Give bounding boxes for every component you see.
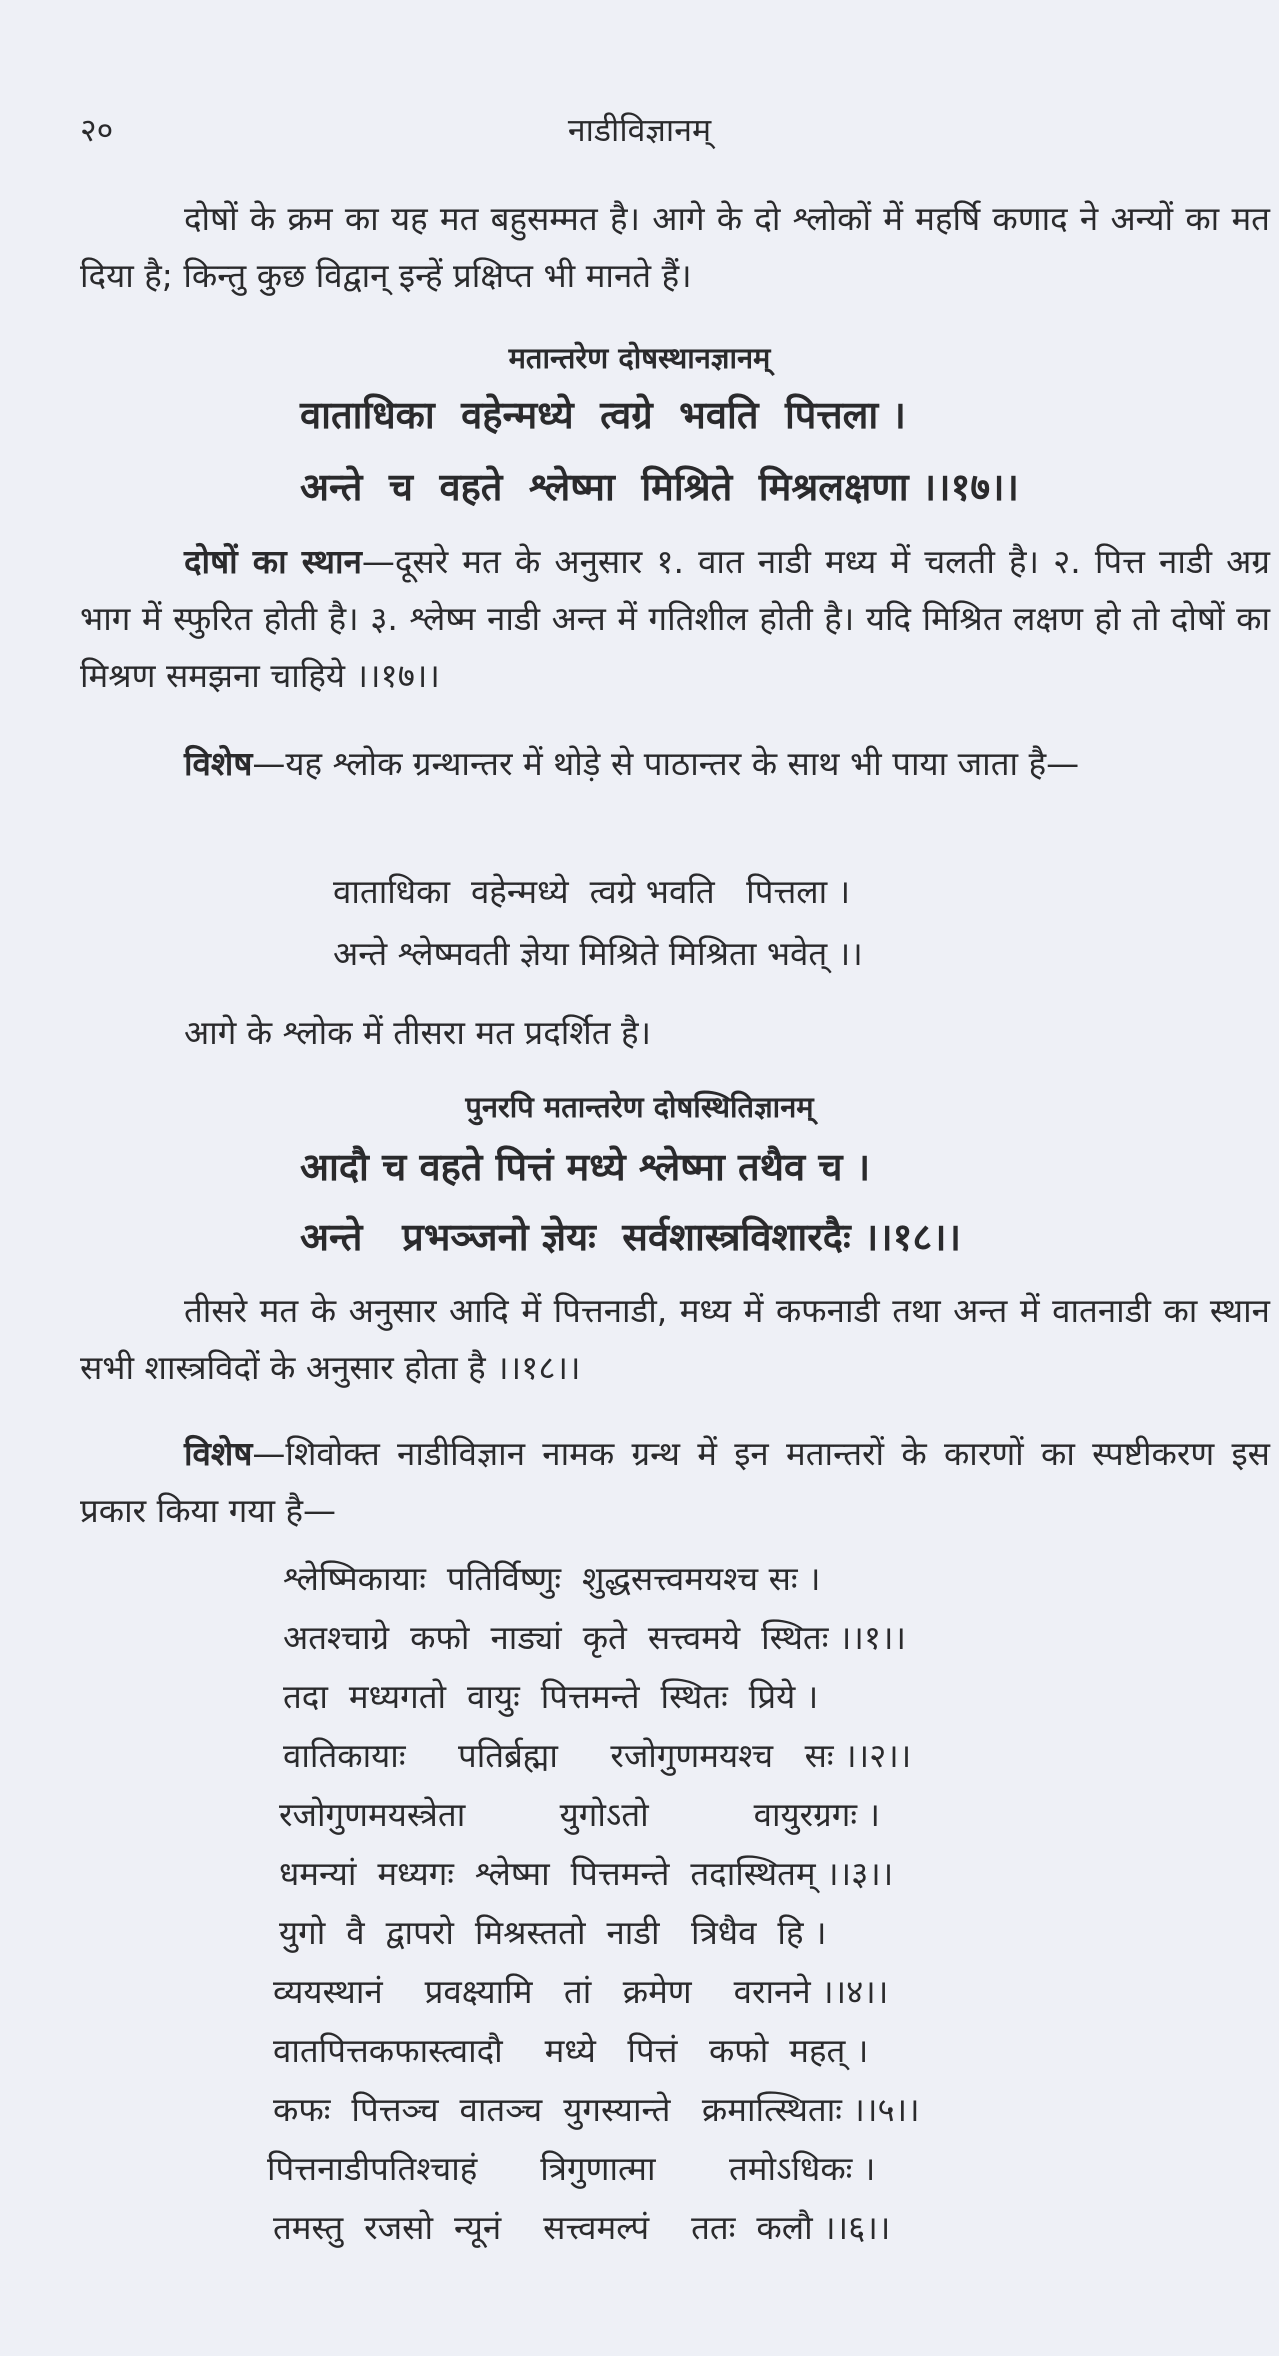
verse-18-line-1: आदौ च वहते पित्तं मध्ये श्लेष्मा तथैव च । — [300, 1145, 871, 1189]
verse-17-line-1: वाताधिका वहेन्मध्ये त्वग्रे भवति पित्तला । — [300, 393, 906, 437]
third-opinion-paragraph: तीसरे मत के अनुसार आदि में पित्तनाडी, मध्य में कफनाडी तथा अन्त में वातनाडी का स्थान सभी शास्त्रविदों के अनुसार होता है ।।१८।। — [80, 1291, 1270, 1387]
shiva-verse-line: व्ययस्थानं प्रवक्ष्यामि तां क्रमेण वरानने ।।४।। — [273, 1972, 889, 2011]
running-title: नाडीविज्ञानम् — [567, 111, 712, 149]
section-heading-2: पुनरपि मतान्तरेण दोषस्थितिज्ञानम् — [465, 1090, 814, 1124]
shiva-verse-line: रजोगुणमयस्त्रेता युगोऽतो वायुरग्रगः । — [279, 1795, 880, 1834]
shiva-verse-line: धमन्यां मध्यगः श्लेष्मा पित्तमन्ते तदास्थितम् ।।३।। — [279, 1854, 894, 1893]
bold-term: विशेष — [184, 744, 253, 783]
verse-17-line-2: अन्ते च वहते श्लेष्मा मिश्रिते मिश्रलक्षणा ।।१७।। — [300, 465, 1019, 509]
shiva-verse-line: तमस्तु रजसो न्यूनं सत्त्वमल्पं ततः कलौ ।।६।। — [273, 2208, 891, 2247]
shiva-verse-line: अतश्चाग्रे कफो नाड्यां कृते सत्त्वमये स्थितः ।।१।। — [283, 1618, 907, 1657]
third-opinion-intro: आगे के श्लोक में तीसरा मत प्रदर्शित है। — [184, 1013, 652, 1052]
shiva-verse-line: पित्तनाडीपतिश्चाहं त्रिगुणात्मा तमोऽधिकः । — [267, 2149, 876, 2188]
shiva-verse-line: श्लेष्मिकायाः पतिर्विष्णुः शुद्धसत्त्वमयश्च सः । — [283, 1559, 821, 1598]
shiva-verse-line: युगो वै द्वापरो मिश्रस्ततो नाडी त्रिधैव हि । — [279, 1913, 827, 1952]
page-number: २० — [80, 111, 114, 149]
paragraph-text: —दूसरे मत के अनुसार १. वात नाडी मध्य में चलती है। २. पित्त नाडी अग्र भाग में स्फुरित होती है। ३. श्लेष्म नाडी अन्त में गतिशील होती है। यदि मिश्रित लक्षण हो तो दोषों का मिश्रण समझना चाहिये ।।१७।। — [80, 542, 1271, 695]
section-heading-1: मतान्तरेण दोषस्थानज्ञानम् — [508, 341, 771, 375]
paragraph-text: —शिवोक्त नाडीविज्ञान नामक ग्रन्थ में इन मतान्तरों के कारणों का स्पष्टीकरण इस प्रकार किया गया है— — [80, 1434, 1270, 1530]
vishesh-paragraph-2 — [80, 1425, 1270, 1539]
shiva-verse-line: तदा मध्यगतो वायुः पित्तमन्ते स्थितः प्रिये । — [283, 1677, 819, 1716]
paragraph-text: —यह श्लोक ग्रन्थान्तर में थोड़े से पाठान्तर के साथ भी पाया जाता है— — [252, 744, 1080, 783]
alt-verse-line-1: वाताधिका वहेन्मध्ये त्वग्रे भवति पित्तला । — [333, 872, 851, 911]
shiva-verse-line: वातिकायाः पतिर्ब्रह्मा रजोगुणमयश्च सः ।।२।। — [283, 1736, 912, 1775]
shiva-verse-line: वातपित्तकफास्त्वादौ मध्ये पित्तं कफो महत् । — [273, 2031, 869, 2070]
bold-term: दोषों का स्थान — [184, 542, 362, 581]
shiva-verse-line: कफः पित्तञ्च वातञ्च युगस्यान्ते क्रमात्स्थिताः ।।५।। — [273, 2090, 920, 2129]
intro-paragraph: दोषों के क्रम का यह मत बहुसम्मत है। आगे के दो श्लोकों में महर्षि कणाद ने अन्यों का मत दिया है; किन्तु कुछ विद्वान् इन्हें प्रक्षिप्त भी मानते हैं। — [80, 199, 1270, 295]
alt-verse-line-2: अन्ते श्लेष्मवती ज्ञेया मिश्रिते मिश्रिता भवेत् ।। — [333, 934, 863, 973]
vishesh-paragraph-1 — [80, 735, 1270, 792]
bold-term: विशेष — [184, 1434, 253, 1473]
verse-18-line-2: अन्ते प्रभञ्जनो ज्ञेयः सर्वशास्त्रविशारदैः ।।१८।। — [300, 1215, 961, 1259]
dosha-location-paragraph — [80, 533, 1270, 704]
